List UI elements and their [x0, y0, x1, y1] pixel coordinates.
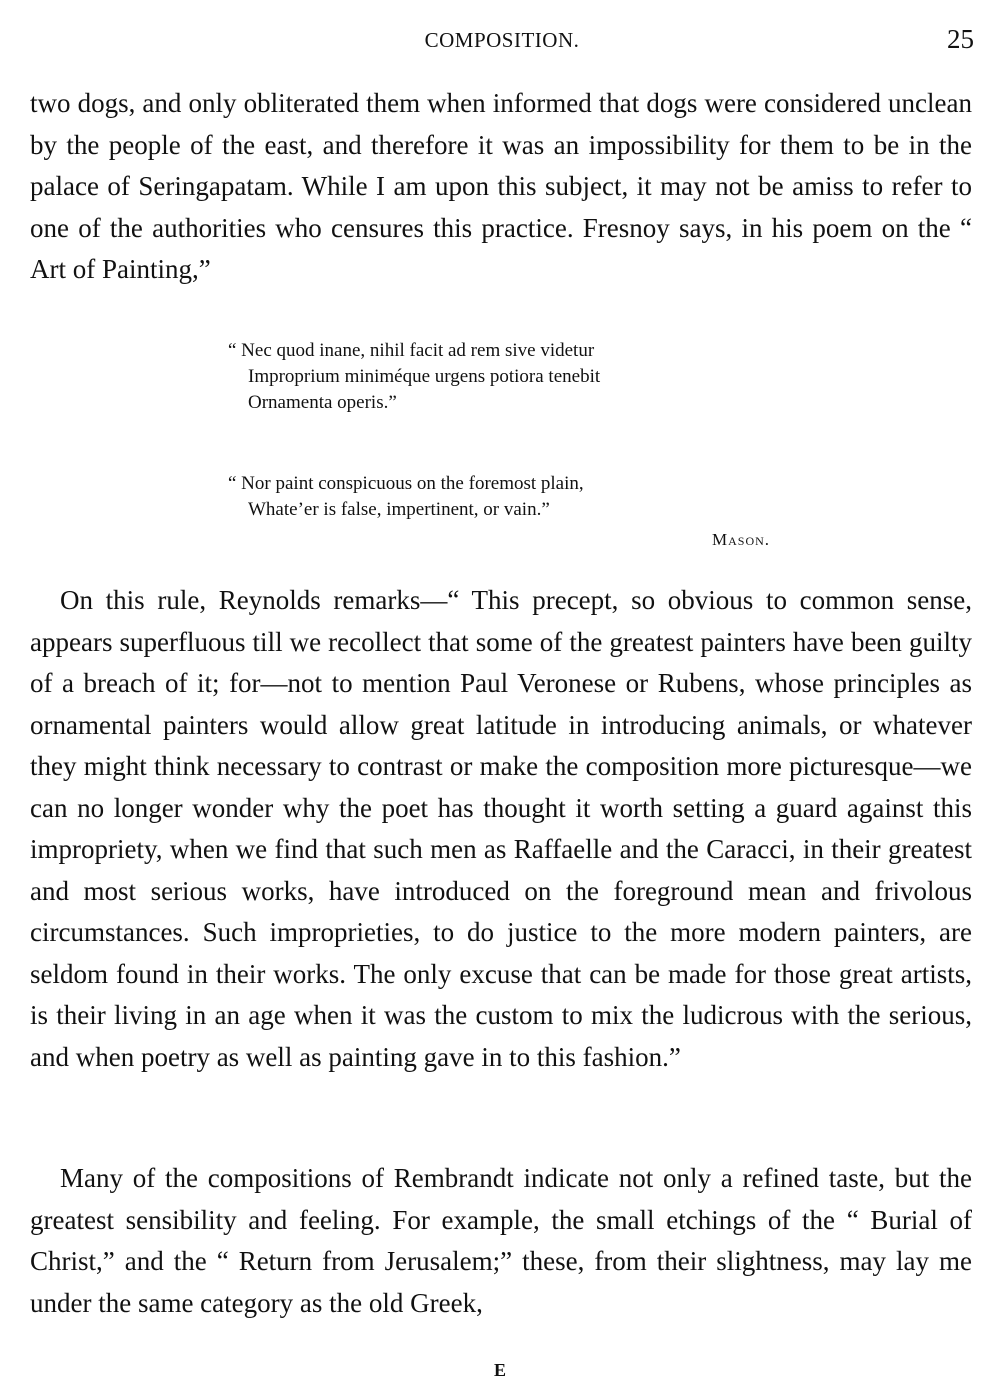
paragraph-continuation: two dogs, and only obliterated them when informed that dogs were considered unclean by the people of the east, and therefore it was an impossibility for them to be in the palace of Seringapatam. While I am upon this subject, it may not be amiss to refer to one of the authorities who censures this practice. Fresnoy says, in his poem on the “ Art of Painting,”	[30, 88, 972, 284]
english-quotation	[228, 471, 748, 523]
page-number: 25	[947, 24, 974, 54]
latin-quote-line-3: Ornamenta operis.”	[248, 392, 397, 413]
latin-quote-line-2: Improprium miniméque urgens potiora tenebit	[248, 366, 601, 387]
running-title: COMPOSITION.	[424, 28, 580, 52]
paragraph-reynolds: On this rule, Reynolds remarks—“ This precept, so obvious to common sense, appears superfluous till we recollect that some of the greatest painters have been guilty of a breach of it; for—not to mention Paul Veronese or Rubens, whose principles as ornamental painters would allow great latitude in introducing animals, or whatever they might think necessary to contrast or make the composition more picturesque—we can no longer wonder why the poet has thought it worth setting a guard against this impropriety, when we find that such men as Raffaelle and the Caracci, in their greatest and most serious works, have introduced on the foreground mean and frivolous circumstances. Such improprieties, to do justice to the more modern painters, are seldom found in their works. The only excuse that can be made for those great artists, is their living in an age when it was the custom to mix the ludicrous with the serious, and when poetry as well as painting gave in to this fashion.”	[30, 585, 972, 1072]
english-quote-line-2: Whate’er is false, impertinent, or vain.”	[248, 499, 550, 520]
english-quote-line-1: “ Nor paint conspicuous on the foremost plain,	[228, 473, 584, 494]
paragraph-rembrandt: Many of the compositions of Rembrandt indicate not only a refined taste, but the greatest sensibility and feeling. For example, the small etchings of the “ Burial of Christ,” and the “ Return from Jerusalem;” these, from their slightness, may lay me under the same category as the old Greek,	[30, 1163, 972, 1318]
latin-quotation	[228, 338, 748, 416]
running-head	[30, 22, 974, 58]
latin-quote-line-1: “ Nec quod inane, nihil facit ad rem sive videtur	[228, 340, 595, 361]
signature-mark: E	[493, 1360, 506, 1380]
quote-attribution: Mason.	[712, 530, 771, 549]
